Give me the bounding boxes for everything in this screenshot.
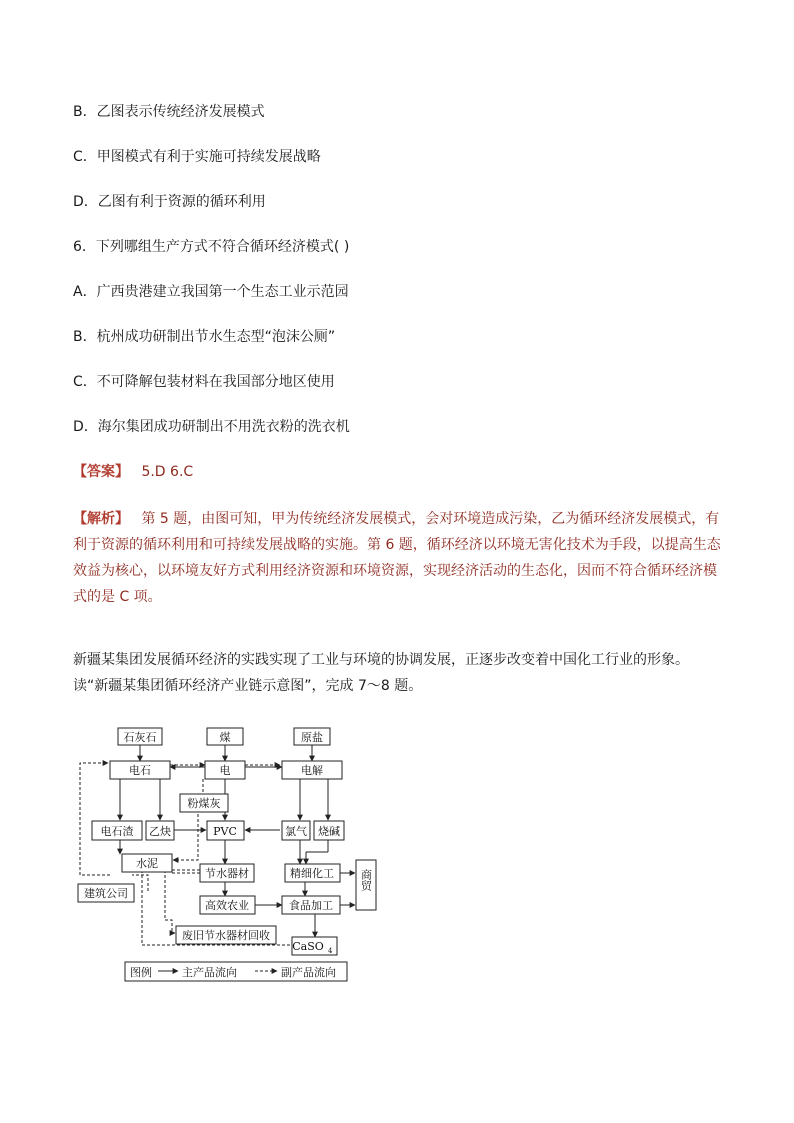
node-water-saving: 节水器材 — [205, 867, 249, 880]
node-electricity: 电 — [219, 764, 231, 777]
node-acetylene: 乙炔 — [149, 825, 171, 838]
intro-paragraph: 新疆某集团发展循环经济的实践实现了工业与环境的协调发展，正逐步改变着中国化工行业的形象。读“新疆某集团循环经济产业链示意图”，完成 7～8 题。 — [73, 652, 689, 694]
node-caustic: 烧碱 — [318, 825, 340, 838]
q6-stem: 6．下列哪组生产方式不符合循环经济模式( ) — [73, 239, 350, 255]
analysis-label: 【解析】 — [73, 511, 129, 527]
node-caso4: CaSO — [292, 940, 324, 953]
diagram-legend — [125, 962, 347, 981]
node-chlorine: 氯气 — [285, 825, 307, 838]
node-caso4-subscript: 4 — [328, 947, 333, 955]
node-agriculture: 高效农业 — [205, 899, 249, 912]
node-carbide-slag: 电石渣 — [100, 825, 134, 838]
q6-option-d: D．海尔集团成功研制出不用洗衣粉的洗衣机 — [73, 419, 350, 435]
by-product-flow-lines — [80, 763, 290, 945]
analysis-paragraph — [73, 506, 723, 610]
node-carbide: 电石 — [129, 764, 151, 777]
node-fine-chem: 精细化工 — [290, 867, 334, 880]
node-electrolysis: 电解 — [301, 764, 323, 777]
legend-main: 主产品流向 — [182, 966, 237, 979]
node-coal: 煤 — [219, 731, 231, 744]
diagram-nodes — [78, 728, 376, 955]
answer-line — [73, 462, 193, 482]
q6-option-c: C．不可降解包装材料在我国部分地区使用 — [73, 374, 335, 390]
q5-option-b: B．乙图表示传统经济发展模式 — [73, 104, 265, 120]
q6-option-a: A．广西贵港建立我国第一个生态工业示范园 — [73, 284, 349, 300]
answer-text: 5.D 6.C — [141, 464, 194, 480]
q5-option-d: D．乙图有利于资源的循环利用 — [73, 194, 266, 210]
node-construction: 建筑公司 — [84, 887, 128, 900]
node-limestone: 石灰石 — [123, 731, 157, 744]
legend-by: 副产品流向 — [281, 966, 336, 979]
node-salt: 原盐 — [301, 731, 323, 744]
analysis-text: 第 5 题，由图可知，甲为传统经济发展模式，会对环境造成污染，乙为循环经济发展模式，有利于资源的循环利用和可持续发展战略的实施。第 6 题，循环经济以环境无害化技术为手段，以提高生态效益为核心，以环境友好方式利用经济资源和环境资源，实现经济活动的生态化，因而不符合循环经济模式的是 C 项。 — [73, 511, 721, 605]
q6-option-b: B．杭州成功研制出节水生态型“泡沫公厕” — [73, 329, 336, 345]
node-flyash: 粉煤灰 — [187, 797, 221, 810]
node-pvc: PVC — [213, 825, 237, 838]
node-recycle: 废旧节水器材回收 — [182, 929, 270, 942]
node-food: 食品加工 — [289, 899, 333, 912]
q5-option-c: C．甲图模式有利于实施可持续发展战略 — [73, 149, 321, 165]
node-trade: 商贸 — [359, 869, 373, 891]
industry-chain-diagram — [70, 720, 380, 985]
node-cement: 水泥 — [136, 857, 158, 870]
answer-label: 【答案】 — [73, 464, 129, 480]
legend-title: 图例 — [130, 966, 152, 979]
